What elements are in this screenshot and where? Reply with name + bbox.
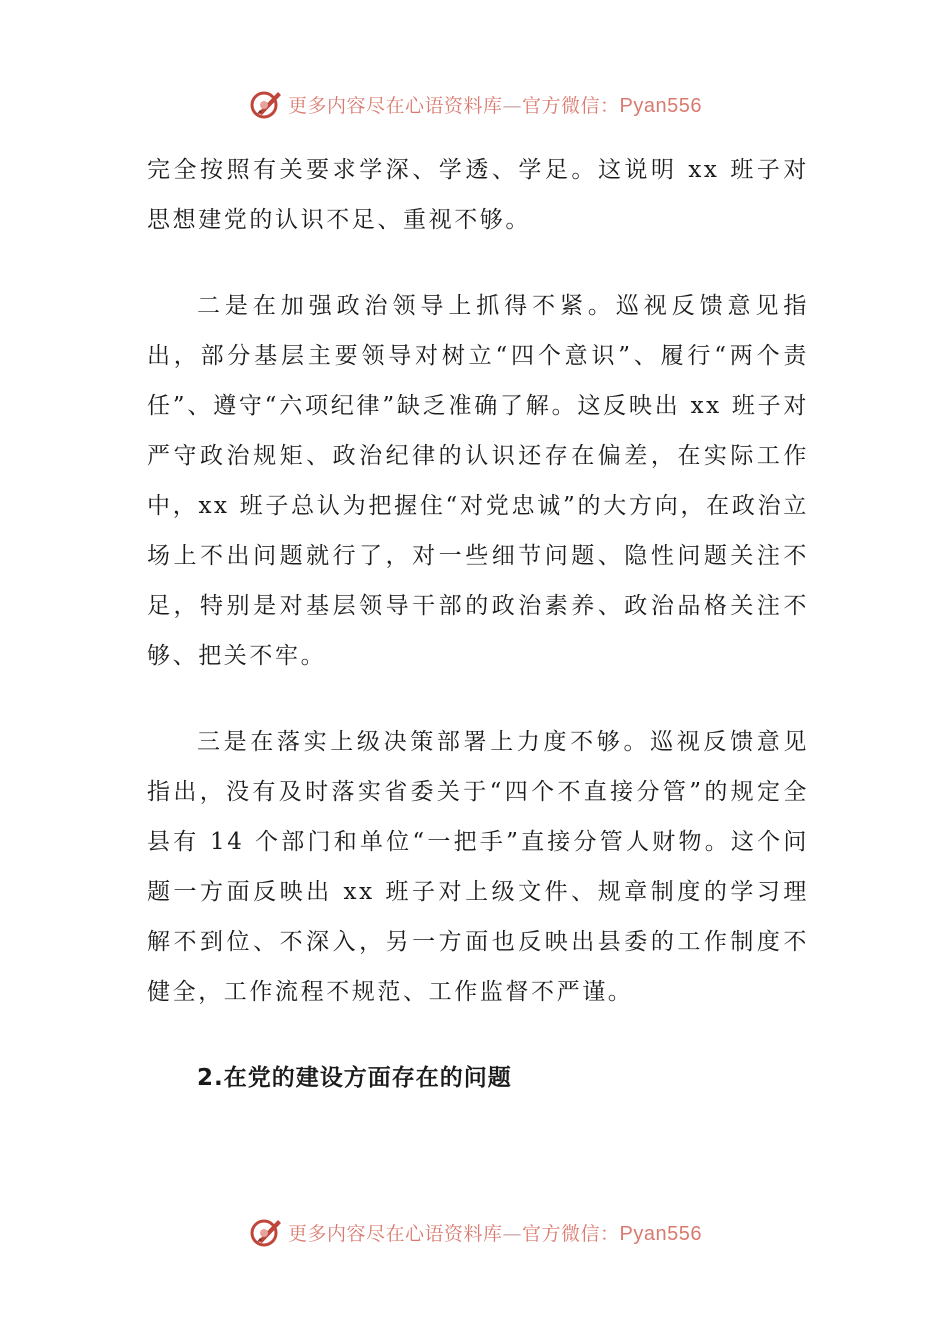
watermark-wechat-id: Pyan556 bbox=[619, 94, 702, 117]
paragraph-political-leadership: 二是在加强政治领导上抓得不紧。巡视反馈意见指出，部分基层主要领导对树立“四个意识”、履行“两个责任”、遵守“六项纪律”缺乏准确了解。这反映出 xx 班子对严守政治规矩、政治纪律的认识还存在偏差，在实际工作中，xx 班子总认为把握住“对党忠诚”的大方向，在政治立场上不出问题就行了，对一些细节问题、隐性问题关注不足，特别是对基层领导干部的政治素养、政治品格关注不够、把关不牢。 bbox=[147, 293, 809, 669]
watermark-wechat-id: Pyan556 bbox=[619, 1222, 702, 1245]
document-body bbox=[147, 145, 809, 1103]
watermark-label: 官方微信： bbox=[522, 1222, 620, 1245]
watermark-text bbox=[288, 91, 702, 118]
watermark-text bbox=[288, 1219, 702, 1246]
watermark-separator: — bbox=[502, 94, 523, 117]
watermark-label: 官方微信： bbox=[522, 94, 620, 117]
paragraph-continuation: 完全按照有关要求学深、学透、学足。这说明 xx 班子对思想建党的认识不足、重视不够。 bbox=[147, 157, 809, 233]
footer-watermark bbox=[0, 1210, 950, 1254]
quill-logo-icon bbox=[248, 86, 284, 122]
watermark-site: 更多内容尽在心语资料库 bbox=[288, 1222, 503, 1245]
header-watermark bbox=[0, 82, 950, 126]
section-heading: 2.在党的建设方面存在的问题 bbox=[197, 1065, 512, 1091]
quill-logo-icon bbox=[248, 1214, 284, 1250]
watermark-separator: — bbox=[502, 1222, 523, 1245]
paragraph-decision-implementation: 三是在落实上级决策部署上力度不够。巡视反馈意见指出，没有及时落实省委关于“四个不直接分管”的规定全县有 14 个部门和单位“一把手”直接分管人财物。这个问题一方面反映出 xx 班子对上级文件、规章制度的学习理解不到位、不深入，另一方面也反映出县委的工作制度不健全，工作流程不规范、工作监督不严谨。 bbox=[147, 729, 809, 1005]
watermark-site: 更多内容尽在心语资料库 bbox=[288, 94, 503, 117]
